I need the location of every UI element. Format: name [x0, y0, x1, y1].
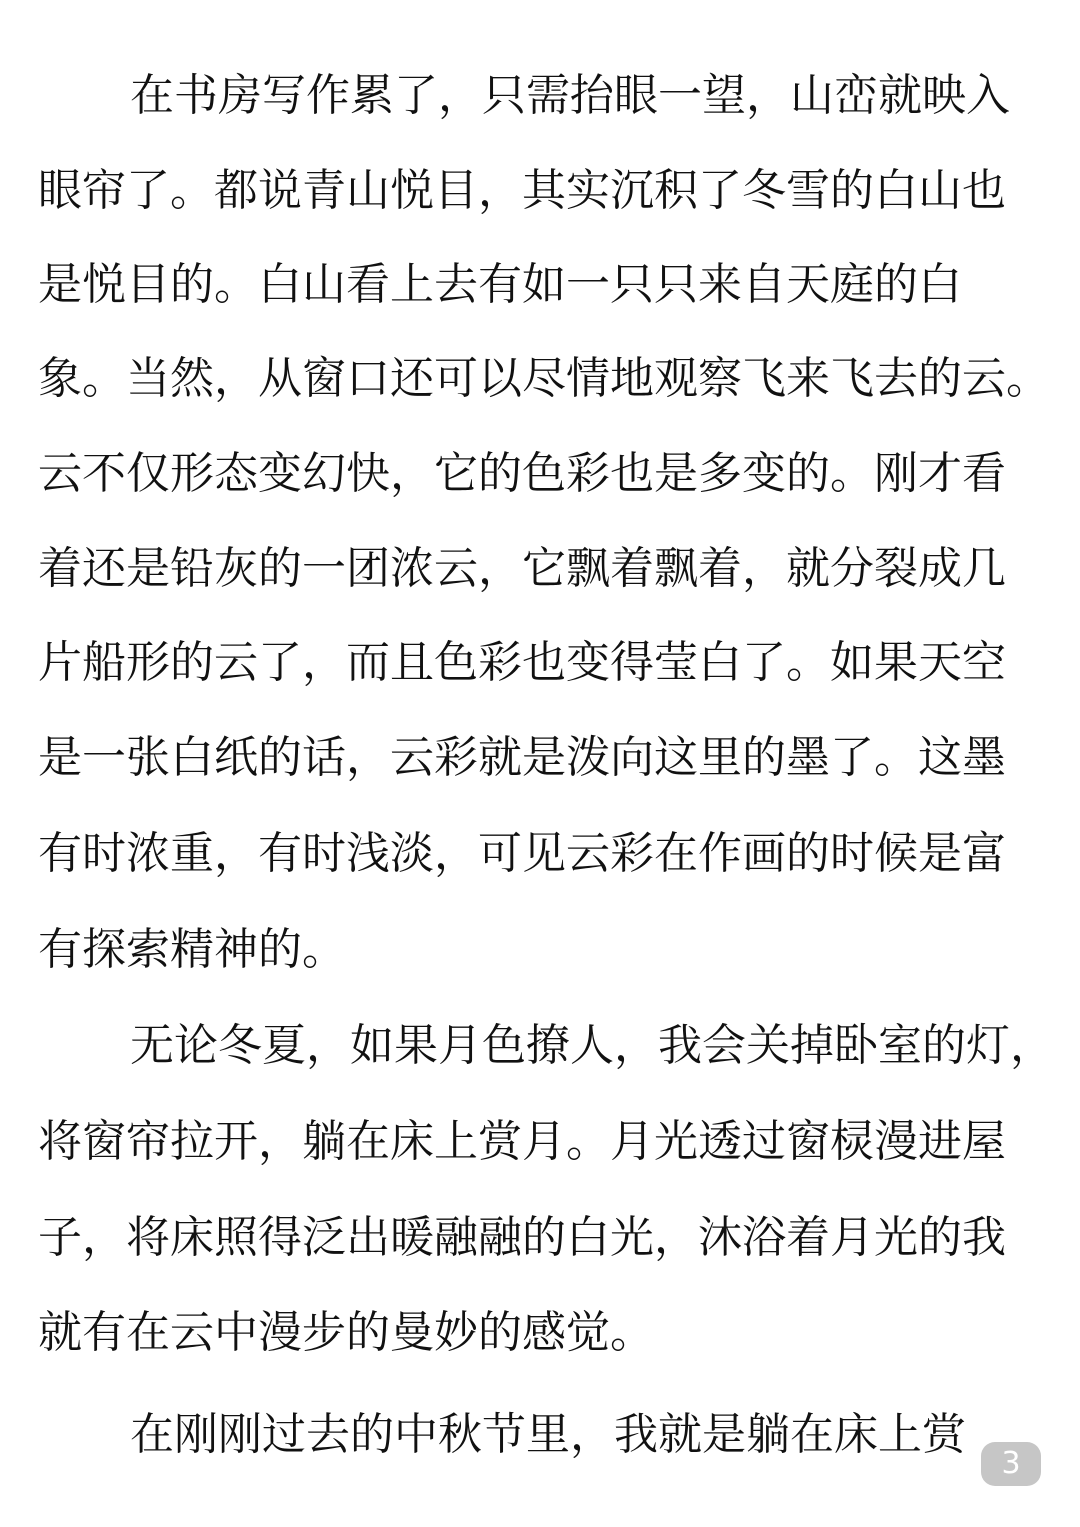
text-line-2: 眼帘了。都说青山悦目，其实沉积了冬雪的白山也: [38, 165, 1006, 216]
text-line-9: 有时浓重，有时浅淡，可见云彩在作画的时候是富: [38, 828, 1006, 879]
text-line-11: 无论冬夏，如果月色撩人，我会关掉卧室的灯，: [130, 1020, 1054, 1071]
text-line-15: 在刚刚过去的中秋节里，我就是躺在床上赏: [130, 1409, 966, 1460]
text-line-3: 是悦目的。白山看上去有如一只只来自天庭的白: [38, 259, 962, 310]
text-line-6: 着还是铅灰的一团浓云，它飘着飘着，就分裂成几: [38, 543, 1006, 594]
text-line-12: 将窗帘拉开，躺在床上赏月。月光透过窗棂漫进屋: [38, 1116, 1006, 1167]
text-line-5: 云不仅形态变幻快，它的色彩也是多变的。刚才看: [38, 448, 1006, 499]
text-line-10: 有探索精神的。: [38, 924, 346, 975]
text-line-7: 片船形的云了，而且色彩也变得莹白了。如果天空: [38, 637, 1006, 688]
text-line-4: 象。当然，从窗口还可以尽情地观察飞来飞去的云。: [38, 353, 1050, 404]
page-number-badge[interactable]: 3: [981, 1442, 1041, 1486]
text-line-8: 是一张白纸的话，云彩就是泼向这里的墨了。这墨: [38, 732, 1006, 783]
text-line-14: 就有在云中漫步的曼妙的感觉。: [38, 1307, 654, 1358]
text-line-1: 在书房写作累了，只需抬眼一望，山峦就映入: [130, 70, 1010, 121]
text-line-13: 子，将床照得泛出暖融融的白光，沐浴着月光的我: [38, 1212, 1006, 1263]
